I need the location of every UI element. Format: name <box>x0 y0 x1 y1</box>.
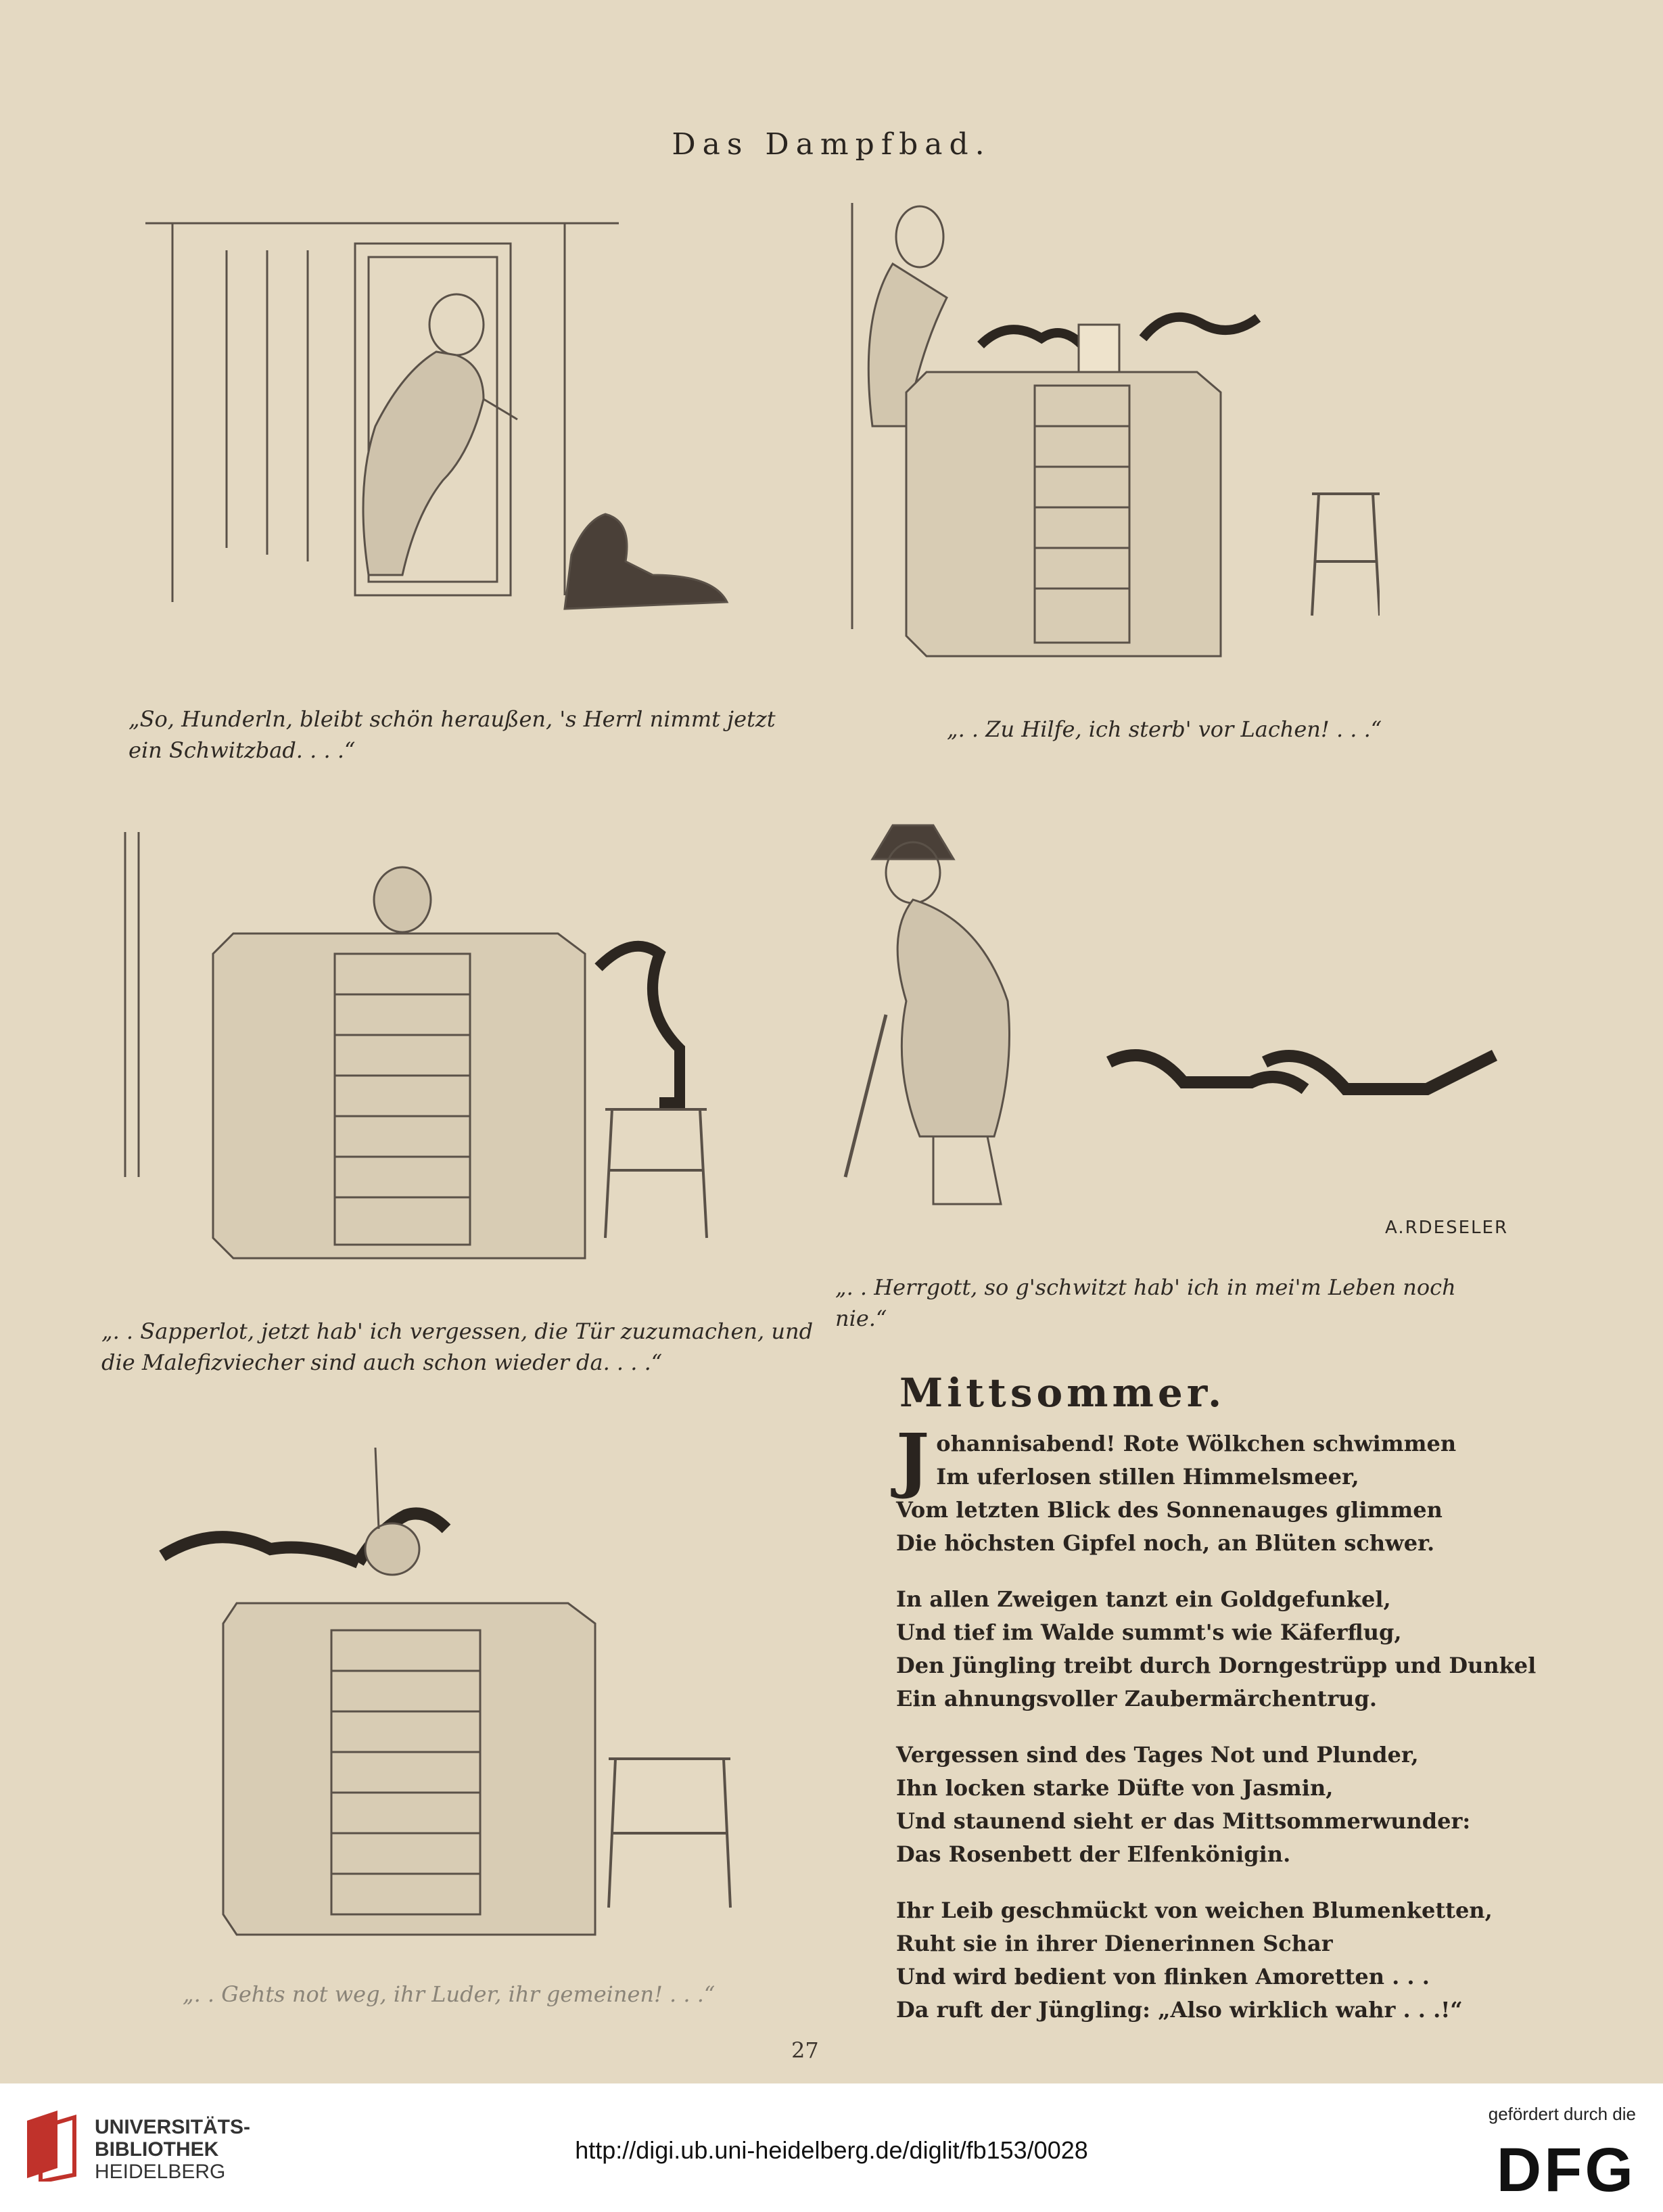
caption-3: „. . Sapperlot, jetzt hab' ich vergessen, die Tür zuzumachen, und die Malefizviecher sind auch schon wieder da. . . .“ <box>101 1318 814 1375</box>
poem-line: Im uferlosen stillen Himmelsmeer, <box>936 1464 1359 1490</box>
caption-4: „. . Herrgott, so g'schwitzt hab' ich in mei'm Leben noch nie.“ <box>835 1274 1456 1331</box>
illustration-5-drawing <box>135 1441 757 1968</box>
permalink-url[interactable]: http://digi.ub.uni-heidelberg.de/diglit/fb153/0028 <box>575 2136 1088 2164</box>
poem-line: Das Rosenbett der Elfenkönigin. <box>896 1841 1291 1867</box>
library-name-line: HEIDELBERG <box>95 2161 226 2183</box>
caption-2: „. . Zu Hilfe, ich sterb' vor Lachen! . . .“ <box>947 716 1382 742</box>
illustration-1-drawing <box>132 196 781 683</box>
poem-line: In allen Zweigen tanzt ein Goldgefunkel, <box>896 1586 1391 1612</box>
poem-line: Da ruft der Jüngling: „Also wirklich wahr . . .!“ <box>896 1997 1463 2023</box>
poem-line: Und staunend sieht er das Mittsommerwunder: <box>896 1808 1471 1834</box>
illustration-2-drawing <box>818 183 1380 710</box>
illustration-4 <box>832 798 1535 1231</box>
library-name-line: BIBLIOTHEK <box>95 2138 219 2161</box>
artist-signature: A.RDESELER <box>1385 1218 1509 1238</box>
poem-line: Den Jüngling treibt durch Dorngestrüpp und Dunkel <box>896 1653 1537 1678</box>
illustration-3 <box>98 832 808 1292</box>
funding-note: gefördert durch die <box>1488 2104 1636 2124</box>
poem-line: Und tief im Walde summt's wie Käferflug, <box>896 1619 1402 1645</box>
poem-stanza <box>896 1583 1559 1715</box>
poem-stanza <box>896 1418 1559 1560</box>
poem-stanza <box>896 1894 1559 2027</box>
poem <box>896 1418 1559 2050</box>
poem-line: Ihn locken starke Düfte von Jasmin, <box>896 1775 1334 1801</box>
footer-bar <box>0 2083 1663 2212</box>
poem-line: Ein ahnungsvoller Zaubermärchentrug. <box>896 1686 1377 1711</box>
drop-initial: J <box>896 1418 930 1501</box>
poem-line: Und wird bedient von flinken Amoretten . . . <box>896 1964 1430 1989</box>
poem-line: Vergessen sind des Tages Not und Plunder, <box>896 1742 1419 1768</box>
poem-stanza <box>896 1738 1559 1871</box>
page-heading: Das Dampfbad. <box>672 127 991 162</box>
library-name-line: UNIVERSITÄTS- <box>95 2116 251 2138</box>
poem-line: Ruht sie in ihrer Dienerinnen Schar <box>896 1931 1333 1956</box>
illustration-3-drawing <box>98 832 808 1292</box>
page-number: 27 <box>791 2037 819 2063</box>
illustration-5 <box>135 1441 757 1968</box>
illustration-1 <box>132 196 781 683</box>
poem-line: Vom letzten Blick des Sonnenauges glimmen <box>896 1497 1443 1523</box>
caption-1: „So, Hunderln, bleibt schön heraußen, 's Herrl nimmt jetzt ein Schwitzbad. . . .“ <box>128 706 776 763</box>
poem-line: Ihr Leib geschmückt von weichen Blumenketten, <box>896 1897 1493 1923</box>
poem-title: Mittsommer. <box>899 1370 1226 1416</box>
illustration-4-drawing <box>832 798 1535 1231</box>
caption-5: „. . Gehts not weg, ihr Luder, ihr gemeinen! . . .“ <box>183 1981 716 2007</box>
dfg-logo: DFG <box>1496 2136 1636 2205</box>
poem-line: ohannisabend! Rote Wölkchen schwimmen <box>936 1431 1457 1456</box>
illustration-2 <box>818 183 1380 710</box>
poem-line: Die höchsten Gipfel noch, an Blüten schwer. <box>896 1530 1435 1556</box>
